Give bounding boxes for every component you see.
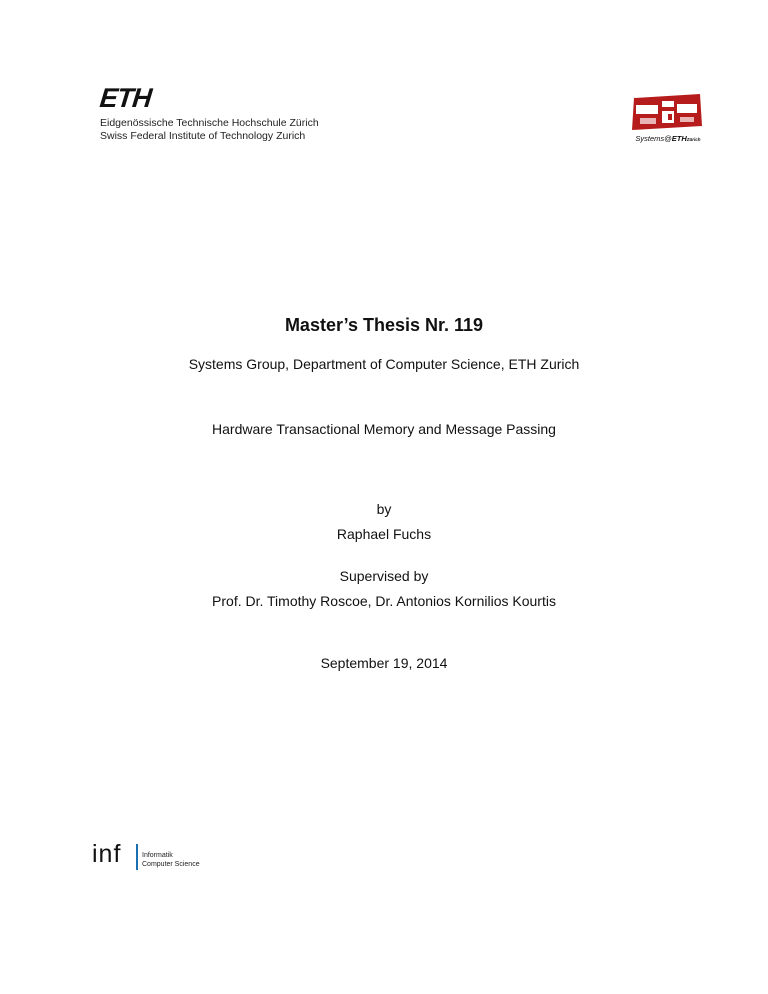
systems-eth-logo (626, 92, 710, 148)
systems-suffix: Zürich (686, 137, 701, 142)
thesis-title: Hardware Transactional Memory and Message Passing (212, 421, 556, 437)
eth-name-english: Swiss Federal Institute of Technology Zurich (100, 130, 306, 142)
inf-text (142, 851, 200, 869)
inf-line-computer-science: Computer Science (142, 861, 200, 868)
research-group: Systems Group, Department of Computer Science, ETH Zurich (188, 356, 580, 372)
inf-line-informatik: Informatik (142, 852, 173, 859)
systems-prefix: Systems@ (635, 134, 672, 143)
systems-logo-caption (626, 134, 710, 143)
eth-wordmark: ETH (98, 83, 153, 113)
supervised-by-label: Supervised by (339, 568, 429, 584)
systems-logo-graphic (626, 92, 710, 134)
eth-logo (98, 83, 319, 143)
inf-wordmark: inf (92, 840, 122, 868)
author-name: Raphael Fuchs (336, 526, 432, 542)
thesis-number-heading: Master’s Thesis Nr. 119 (284, 315, 484, 335)
thesis-date: September 19, 2014 (320, 655, 448, 671)
supervisors: Prof. Dr. Timothy Roscoe, Dr. Antonios Kornilios Kourtis (212, 593, 556, 609)
eth-name-german: Eidgenössische Technische Hochschule Zürich (100, 117, 319, 129)
systems-eth: ETH (671, 134, 687, 143)
by-label: by (376, 501, 392, 517)
inf-divider (136, 844, 138, 870)
